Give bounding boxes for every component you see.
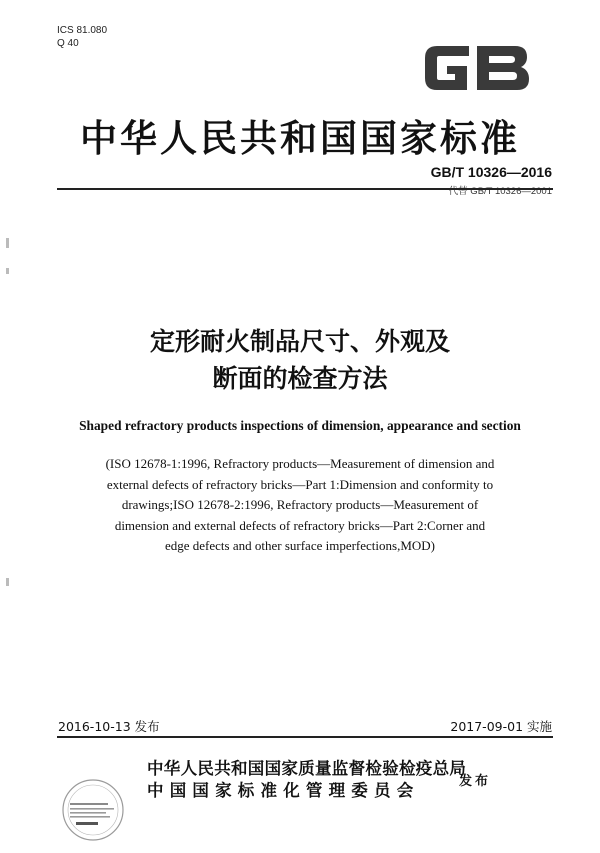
scan-mark (6, 578, 9, 586)
issuing-authorities (147, 758, 466, 802)
verification-stamp (58, 775, 128, 845)
replaced-standard: 代替 GB/T 10326—2001 (448, 186, 552, 197)
implementation-date: 2017-09-01 实施 (450, 719, 552, 734)
cn-title-line-2: 断面的检查方法 (212, 364, 388, 393)
bottom-rule-divider (57, 736, 553, 738)
national-standard-title: 中华人民共和国国家标准 (80, 117, 520, 160)
top-rule-divider (57, 188, 553, 190)
cn-title-line-1: 定形耐火制品尺寸、外观及 (149, 327, 450, 356)
iso-reference-line: edge defects and other surface imperfections,MOD) (165, 538, 435, 553)
ccs-code: Q 40 (57, 38, 79, 49)
iso-reference-line: (ISO 12678-1:1996, Refractory products—Measurement of dimension and (105, 456, 495, 471)
iso-reference-line: drawings;ISO 12678-2:1996, Refractory products—Measurement of (121, 497, 479, 512)
scan-mark (6, 238, 9, 248)
standard-number: GB/T 10326—2016 (430, 164, 552, 180)
iso-reference-line: external defects of refractory bricks—Part 1:Dimension and conformity to (106, 476, 494, 492)
chinese-document-title (0, 323, 600, 397)
english-document-title: Shaped refractory products inspections of dimension, appearance and section (79, 418, 521, 433)
gb-logo (417, 36, 535, 100)
issuer-line-2: 中国国家标准化管理委员会 (147, 781, 420, 800)
scan-mark (6, 268, 9, 274)
issuer-line-1: 中华人民共和国国家质量监督检验检疫总局 (147, 759, 467, 778)
issue-date: 2016-10-13 发布 (58, 719, 160, 734)
classification-codes (57, 24, 107, 50)
iso-reference-line: dimension and external defects of refractory bricks—Part 2:Corner and (114, 517, 486, 533)
iso-reference-block (60, 454, 540, 557)
publish-label: 发布 (459, 774, 492, 789)
ics-code: ICS 81.080 (57, 25, 108, 36)
